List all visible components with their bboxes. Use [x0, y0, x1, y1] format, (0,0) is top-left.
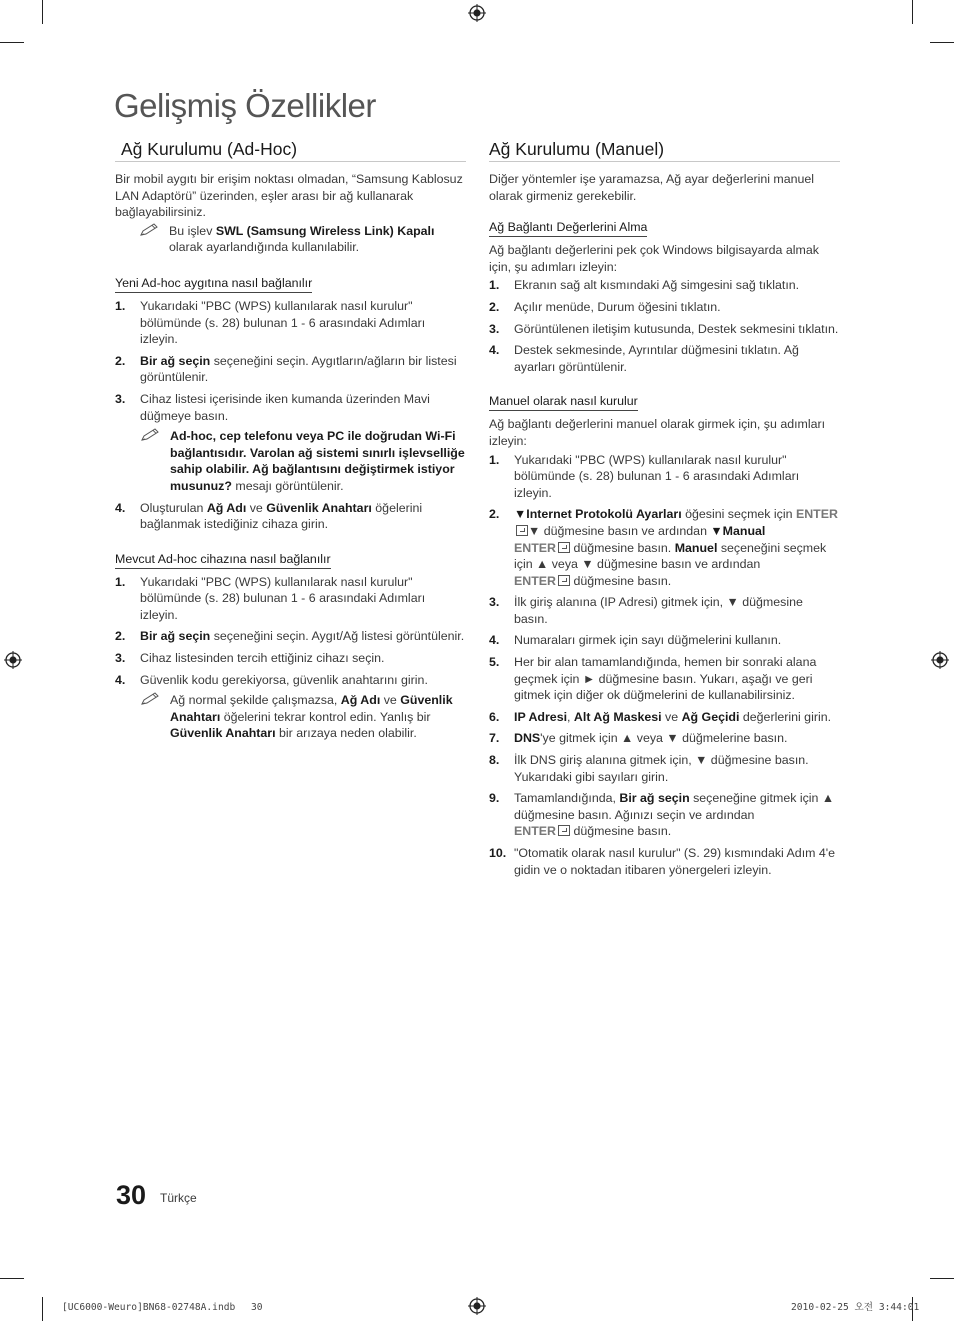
step-text: Görüntülenen iletişim kutusunda, Destek sekmesini tıklatın.: [514, 321, 839, 336]
step-text: Yukarıdaki "PBC (WPS) kullanılarak nasıl kurulur" bölümünde (s. 28) bulunan 1 - 6 arasındaki Adımları izleyin.: [140, 298, 426, 347]
step-text: seçeneğini seçin. Aygıtların/ağların bir listesi görüntülenir.: [140, 353, 457, 385]
note-text: mesajı görüntülenir.: [231, 478, 344, 493]
step-bold: Manuel: [674, 540, 718, 555]
enter-label: ENTER: [795, 507, 838, 522]
footer-filename: [UC6000-Weuro]BN68-02748A.indb: [62, 1302, 236, 1313]
step-item: [489, 594, 840, 627]
step-bold: Ağ Adı: [206, 500, 247, 515]
note-text: ve: [380, 693, 401, 708]
note-text: bir arızaya neden olabilir.: [275, 726, 417, 741]
enter-icon: [558, 575, 570, 586]
step-item: [489, 790, 840, 840]
step-item: [115, 500, 466, 533]
step-number: 9.: [489, 791, 500, 806]
step-item: [489, 321, 840, 338]
step-text: Oluşturulan: [140, 500, 207, 515]
note-text: Ağ normal şekilde çalışmazsa,: [170, 693, 341, 708]
section-title: Ağ Kurulumu (Manuel): [489, 137, 840, 162]
note-text: öğelerini tekrar kontrol edin. Yanlış bir: [220, 709, 431, 724]
step-text: ve: [661, 709, 682, 724]
note-bold: Güvenlik Anahtarı: [170, 693, 453, 724]
step-text: Yukarıdaki "PBC (WPS) kullanılarak nasıl kurulur" bölümünde (s. 28) bulunan 1 - 6 arasındaki Adımları izleyin.: [140, 574, 426, 622]
step-number: 1.: [489, 452, 500, 467]
step-text: ▼ düğmesine basın ve ardından: [528, 523, 711, 538]
step-text: Tamamlandığında,: [514, 791, 620, 806]
step-bold: Güvenlik Anahtarı: [266, 500, 372, 515]
step-bold: ▼Manual: [710, 523, 766, 538]
note-bold: Ağ Adı: [340, 693, 381, 708]
step-text: ,: [567, 709, 574, 724]
step-number: 4.: [489, 633, 500, 648]
pencil-note-icon: [139, 223, 161, 237]
step-text: Her bir alan tamamlandığında, hemen bir sonraki alana geçmek için ► düğmesine basın. Yukarı, aşağı ve geri gitmek için diğer ok düğmelerini de kullanabilirsiniz.: [514, 655, 817, 703]
step-text: Güvenlik kodu gerekiyorsa, güvenlik anahtarını girin.: [140, 672, 428, 687]
subsection-title: Mevcut Ad-hoc cihazına nasıl bağlanılır: [115, 552, 331, 569]
step-number: 3.: [489, 595, 500, 610]
note: [115, 223, 466, 256]
subsection-title: Manuel olarak nasıl kurulur: [489, 394, 638, 411]
step-bold: Bir ağ seçin: [140, 629, 211, 644]
step-bold: DNS: [514, 731, 541, 746]
step-item: [115, 391, 466, 495]
step-item: [489, 299, 840, 316]
step-number: 2.: [489, 299, 500, 314]
step-item: [489, 654, 840, 704]
step-text: Destek sekmesinde, Ayrıntılar düğmesini tıklatın. Ağ ayarları görüntülenir.: [514, 343, 799, 374]
step-item: [115, 650, 466, 667]
step-item: [115, 628, 466, 645]
step-item: [489, 452, 840, 502]
step-text: düğmesine basın.: [570, 573, 672, 588]
step-number: 4.: [489, 343, 500, 358]
step-item: [489, 277, 840, 294]
section-title: Ağ Kurulumu (Ad-Hoc): [115, 137, 466, 162]
step-list: [115, 574, 466, 742]
note-text: Bu işlev: [169, 223, 216, 238]
enter-icon: [516, 525, 528, 536]
crop-mark: [42, 0, 43, 24]
step-number: 3.: [489, 321, 500, 336]
subsection-title: Yeni Ad-hoc aygıtına nasıl bağlanılır: [115, 276, 312, 293]
note-bold: SWL (Samsung Wireless Link) Kapalı: [215, 223, 435, 238]
step-number: 2.: [115, 629, 126, 644]
crop-mark: [930, 1278, 954, 1279]
step-item: [115, 298, 466, 348]
step-item: [115, 672, 466, 742]
step-number: 7.: [489, 731, 500, 746]
step-number: 4.: [115, 672, 126, 687]
step-number: 2.: [115, 353, 126, 368]
step-text: Cihaz listesi içerisinde iken kumanda üzerinden Mavi düğmeye basın.: [140, 391, 430, 423]
crop-mark: [912, 0, 913, 24]
registration-mark-icon: [931, 651, 949, 669]
step-text: seçeneğini seçmek için ▲ veya ▼ düğmesine basın ve ardından: [514, 540, 827, 572]
left-column: [115, 137, 466, 747]
page-number: 30: [116, 1180, 147, 1210]
subsection-intro: Ağ bağlantı değerlerini manuel olarak girmek için, şu adımları izleyin:: [489, 417, 826, 448]
step-number: 2.: [489, 507, 500, 522]
step-item: [489, 752, 840, 785]
step-text: "Otomatik olarak nasıl kurulur" (S. 29) kısmındaki Adım 4'e gidin ve o noktadan itibaren yönergeleri izleyin.: [514, 846, 836, 877]
footer-page-number: 30: [251, 1302, 263, 1313]
enter-icon: [558, 542, 570, 553]
pencil-note-icon: [140, 692, 162, 706]
footer-datetime: 2010-02-25 오전 3:44:01: [791, 1302, 920, 1313]
step-list: [489, 452, 840, 879]
step-item: [489, 632, 840, 649]
step-text: ve: [246, 500, 267, 515]
step-text: Numaraları girmek için sayı düğmelerini kullanın.: [514, 633, 782, 648]
step-item: [489, 709, 840, 726]
step-bold: IP Adresi: [514, 709, 568, 724]
step-text: seçeneğine gitmek için ▲ düğmesine basın. Ağınızı seçin ve ardından: [514, 791, 835, 822]
step-number: 4.: [115, 500, 126, 515]
step-item: [489, 730, 840, 747]
step-item: [489, 342, 840, 375]
note-text: olarak ayarlandığında kullanılabilir.: [169, 240, 360, 255]
step-text: Yukarıdaki "PBC (WPS) kullanılarak nasıl kurulur" bölümünde (s. 28) bulunan 1 - 6 arasındaki Adımları izleyin.: [514, 452, 800, 500]
step-bold: Bir ağ seçin: [140, 353, 211, 368]
step-number: 5.: [489, 655, 500, 670]
crop-mark: [0, 1278, 24, 1279]
step-number: 1.: [489, 278, 500, 293]
step-number: 10.: [489, 846, 507, 860]
step-text: İlk giriş alanına (IP Adresi) gitmek için, ▼ düğmesine basın.: [514, 595, 803, 626]
enter-label: ENTER: [514, 824, 556, 839]
note-bold: Ad-hoc, cep telefonu veya PC ile doğrudan Wi-Fi bağlantısıdır. Varolan ağ sistemi sınırlı işlevselliğe sahip olabilir. Ağ bağlantısını değiştirmek istiyor musunuz?: [170, 429, 465, 493]
note: [140, 428, 466, 494]
page-title: Gelişmiş Özellikler: [114, 87, 376, 124]
subsection-intro: Ağ bağlantı değerlerini pek çok Windows bilgisayarda almak için, şu adımları izleyin:: [489, 243, 819, 274]
enter-label: ENTER: [514, 540, 556, 555]
step-text: düğmesine basın.: [570, 824, 672, 839]
step-number: 8.: [489, 753, 500, 768]
step-text: seçeneğini seçin. Aygıt/Ağ listesi görüntülenir.: [210, 629, 465, 644]
subsection-title: Ağ Bağlantı Değerlerini Alma: [489, 220, 647, 237]
pencil-note-icon: [140, 428, 162, 442]
step-text: İlk DNS giriş alanına gitmek için, ▼ düğmesine basın. Yukarıdaki gibi sayıları girin.: [514, 753, 809, 784]
step-bold: Bir ağ seçin: [619, 791, 690, 806]
step-item: [115, 353, 466, 386]
step-text: Açılır menüde, Durum öğesini tıklatın.: [514, 299, 721, 314]
step-bold: Ağ Geçidi: [681, 709, 740, 724]
registration-mark-icon: [468, 4, 486, 22]
step-list: [489, 277, 840, 375]
step-text: öğelerini bağlanmak istediğiniz cihaza girin.: [140, 500, 423, 532]
step-number: 1.: [115, 298, 126, 313]
intro-paragraph: Diğer yöntemler işe yaramazsa, Ağ ayar değerlerini manuel olarak girmeniz gerekebilir.: [489, 172, 815, 203]
step-list: [115, 298, 466, 533]
note-bold: Güvenlik Anahtarı: [170, 726, 276, 741]
step-text: Cihaz listesinden tercih ettiğiniz cihazı seçin.: [140, 651, 385, 666]
step-bold: ▼Internet Protokolü Ayarları: [514, 507, 682, 522]
step-item: [115, 574, 466, 624]
step-bold: Alt Ağ Maskesi: [573, 709, 662, 724]
step-number: 3.: [115, 651, 126, 666]
step-number: 3.: [115, 391, 126, 406]
step-item: [489, 845, 840, 878]
step-text: değerlerini girin.: [739, 709, 832, 724]
step-text: Ekranın sağ alt kısmındaki Ağ simgesini sağ tıklatın.: [514, 278, 800, 293]
registration-mark-icon: [468, 1297, 486, 1315]
crop-mark: [930, 42, 954, 43]
step-text: düğmesine basın.: [570, 540, 675, 555]
crop-mark: [0, 42, 24, 43]
crop-mark: [42, 1297, 43, 1321]
page-language: Türkçe: [160, 1191, 197, 1205]
enter-icon: [558, 825, 570, 836]
right-column: [489, 137, 840, 883]
step-number: 1.: [115, 574, 126, 589]
step-text: öğesini seçmek için: [681, 507, 796, 522]
intro-paragraph: Bir mobil aygıtı bir erişim noktası olmadan, “Samsung Kablosuz LAN Adaptörü” üzerinden, eşler arası bir ağ kullanarak bağlayabilirsiniz.: [115, 172, 463, 220]
note: [140, 692, 466, 742]
registration-mark-icon: [4, 651, 22, 669]
step-text: 'ye gitmek için ▲ veya ▼ düğmelerine basın.: [540, 731, 788, 746]
enter-label: ENTER: [514, 573, 556, 588]
step-number: 6.: [489, 709, 500, 724]
step-item: [489, 506, 840, 589]
